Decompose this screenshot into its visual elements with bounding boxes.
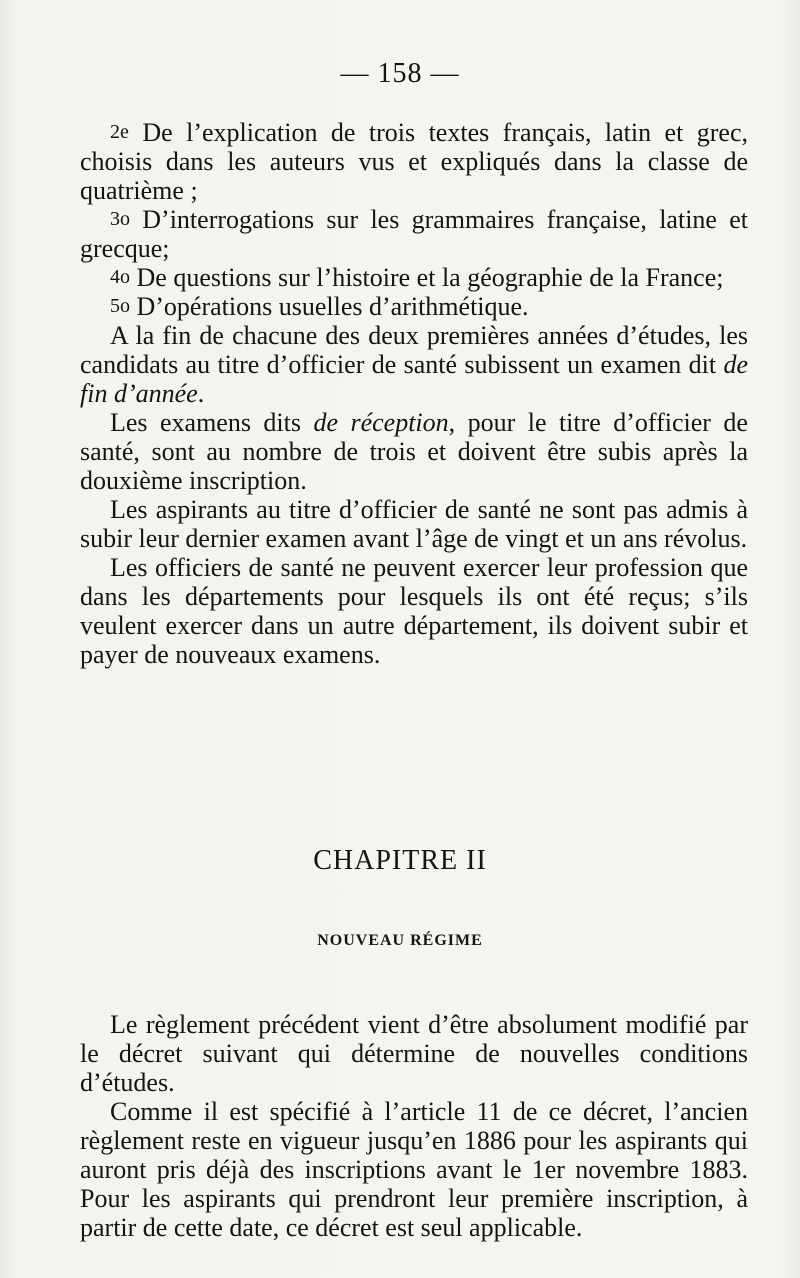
paragraph-age-requirement: Les aspirants au titre d’officier de santé ne sont pas admis à subir leur dernier examen avant l’âge de vingt et un ans révolus. — [80, 495, 748, 553]
emphasis-text: de fin d’année — [80, 350, 748, 408]
list-item-text: De questions sur l’histoire et la géographie de la France; — [130, 263, 724, 292]
chapter-title: CHAPITRE II — [313, 845, 487, 876]
list-item-text: D’opérations usuelles d’arithmétique. — [130, 292, 529, 321]
ordinal: 5o — [110, 295, 130, 317]
paragraph-end: . — [197, 379, 205, 408]
list-item-5 — [80, 292, 748, 321]
ordinal: 2e — [110, 121, 129, 143]
page-number: — 158 — — [340, 58, 460, 89]
paragraph-practice-limits: Les officiers de santé ne peuvent exercer leur profession que dans les départements pour lesquels ils ont été reçus; s’ils veulent exercer dans un autre département, ils doivent subir et payer de nouveaux examens. — [80, 553, 748, 669]
list-item-2 — [80, 118, 748, 205]
list-item-4 — [80, 263, 748, 292]
list-item-text: De l’explication de trois textes français, latin et grec, choisis dans les auteurs vus et expliqués dans la classe de quatrième ; — [80, 118, 748, 205]
paragraph-reception-exams — [80, 408, 748, 495]
ordinal: 3o — [110, 208, 130, 230]
paragraph-text: A la fin de chacune des deux premières années d’études, les candidats au titre d’officier de santé subissent un examen dit — [80, 321, 748, 379]
paragraph-text: , pour le titre d’officier de santé, sont au nombre de trois et doivent être subis après la douxième inscription. — [80, 408, 748, 495]
emphasis-text: de réception — [313, 408, 449, 437]
ordinal: 4o — [110, 266, 130, 288]
paragraph-annual-exam — [80, 321, 748, 408]
paragraph-decree-applicability: Comme il est spécifié à l’article 11 de ce décret, l’ancien règlement reste en vigueur jusqu’en 1886 pour les aspirants qui auront pris déjà des inscriptions avant le 1er novembre 1883. Pour les aspirants qui prendront leur première inscription, à partir de cette date, ce décret est seul applicable. — [80, 1097, 748, 1242]
upper-text-block — [80, 118, 748, 669]
paragraph-new-regulation: Le règlement précédent vient d’être absolument modifié par le décret suivant qui détermine de nouvelles conditions d’études. — [80, 1010, 748, 1097]
section-title: NOUVEAU RÉGIME — [317, 932, 483, 949]
list-item-text: D’interrogations sur les grammaires française, latine et grecque; — [80, 205, 748, 263]
paragraph-start: Les examens dits — [110, 408, 314, 437]
lower-text-block — [80, 1010, 748, 1242]
list-item-3 — [80, 205, 748, 263]
